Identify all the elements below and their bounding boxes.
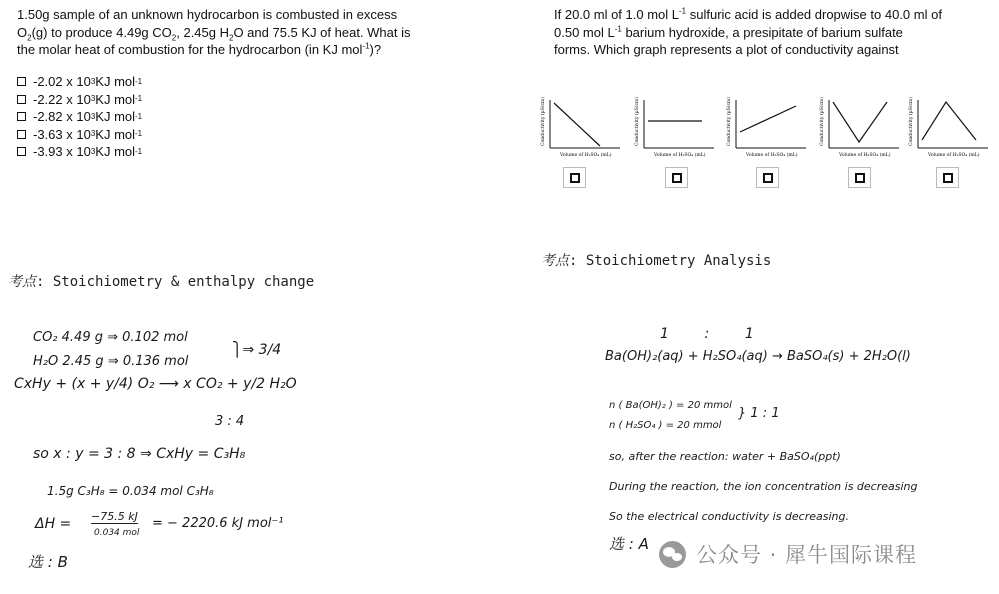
- checkbox-icon: [672, 173, 682, 183]
- notes-1-moles: 1.5g C₃H₈ = 0.034 mol C₃H₈: [47, 484, 214, 498]
- checkbox-icon[interactable]: [17, 112, 26, 121]
- graph-4-ylabel: Conductivity (μS/cm): [820, 96, 825, 146]
- notes-1-ratio: ⎫⇒ 3/4: [232, 342, 282, 358]
- notes-2-n-ratio: } 1 : 1: [738, 406, 780, 421]
- graph-3-ylabel: Conductivity (μS/cm): [727, 96, 732, 146]
- q1-line-3: the molar heat of combustion for the hydrocarbon (in KJ mol$^{-1}$)?: [17, 41, 382, 57]
- graph-1-checkbox[interactable]: [563, 167, 586, 188]
- graph-option-4: [817, 96, 901, 162]
- notes-1-dh-label: ΔH =: [35, 516, 72, 532]
- notes-1-dh-denominator: 0.034 mol: [94, 528, 140, 538]
- q2-line-1: If 20.0 ml of 1.0 mol $L^{-1}$ sulfuric acid is added dropwise to 40.0 ml of: [554, 6, 942, 22]
- notes-1-equation: CxHy + (x + y/4) O₂ ⟶ x CO₂ + y/2 H₂O: [14, 376, 297, 392]
- notes-2-answer: 选 : A: [609, 535, 649, 553]
- graph-3-xlabel: Volume of H₂SO₄ (mL): [746, 153, 798, 158]
- question-2-text: [554, 6, 984, 59]
- notes-1-line-1: CO₂ 4.49 g ⇒ 0.102 mol: [33, 330, 188, 345]
- checkbox-icon: [763, 173, 773, 183]
- checkbox-icon[interactable]: [17, 130, 26, 139]
- graph-1-xlabel: Volume of H₂SO₄ (mL): [560, 153, 612, 158]
- q1-line-1: 1.50g sample of an unknown hydrocarbon is combusted in excess: [17, 7, 398, 22]
- notes-2-label: 考点: Stoichiometry Analysis: [541, 253, 772, 269]
- checkbox-icon: [855, 173, 865, 183]
- notes-1-dh-result: = − 2220.6 kJ mol⁻¹: [152, 516, 284, 531]
- graph-2-ylabel: Conductivity (μS/cm): [635, 96, 640, 146]
- question-1-text: [17, 6, 457, 59]
- graph-option-3: [724, 96, 808, 162]
- graph-5-xlabel: Volume of H₂SO₄ (mL): [928, 153, 980, 158]
- notes-2-ratio: 1 : 1: [660, 326, 754, 342]
- q1-option-b[interactable]: -2.22 x 10 3 KJ mol -1: [17, 91, 142, 109]
- checkbox-icon: [943, 173, 953, 183]
- q1-option-a[interactable]: -2.02 x 10 3 KJ mol -1: [17, 73, 142, 91]
- notes-2-n-baoh2: n ( Ba(OH)₂ ) = 20 mmol: [609, 400, 732, 411]
- notes-2-statement-2: During the reaction, the ion concentration is decreasing: [609, 480, 918, 493]
- graph-5-ylabel: Conductivity (μS/cm): [909, 96, 914, 146]
- graph-2-checkbox[interactable]: [665, 167, 688, 188]
- q1-option-e[interactable]: -3.93 x 10 3 KJ mol -1: [17, 143, 142, 161]
- graph-4-xlabel: Volume of H₂SO₄ (mL): [839, 153, 891, 158]
- notes-1-mole-ratio: 3 : 4: [215, 414, 245, 429]
- q1-option-c[interactable]: -2.82 x 10 3 KJ mol -1: [17, 108, 142, 126]
- wechat-icon: [659, 541, 686, 568]
- checkbox-icon: [570, 173, 580, 183]
- checkbox-icon[interactable]: [17, 147, 26, 156]
- watermark: [659, 536, 917, 572]
- graph-4-checkbox[interactable]: [848, 167, 871, 188]
- checkbox-icon[interactable]: [17, 77, 26, 86]
- notes-2-statement-1: so, after the reaction: water + BaSO₄(ppt): [609, 450, 841, 463]
- checkbox-icon[interactable]: [17, 95, 26, 104]
- notes-1-dh-numerator: −75.5 kJ: [91, 510, 138, 523]
- graph-2-xlabel: Volume of H₂SO₄ (mL): [654, 153, 706, 158]
- notes-2-equation: Ba(OH)₂(aq) + H₂SO₄(aq) → BaSO₄(s) + 2H₂O(l): [605, 349, 911, 364]
- q1-line-2: $O_2(g)$ to produce 4.49g $CO_2$, 2.45g $H_2O$ and 75.5 KJ of heat. What is: [17, 24, 411, 43]
- notes-2-statement-3: So the electrical conductivity is decreasing.: [609, 510, 849, 523]
- notes-1-formula: so x : y = 3 : 8 ⇒ CxHy = C₃H₈: [33, 446, 246, 462]
- q1-option-d[interactable]: -3.63 x 10 3 KJ mol -1: [17, 126, 142, 144]
- graph-3-checkbox[interactable]: [756, 167, 779, 188]
- watermark-text: 公众号 · 犀牛国际课程: [696, 543, 918, 567]
- graph-option-5: [906, 96, 990, 162]
- notes-1-label: 考点: Stoichiometry & enthalpy change: [8, 274, 315, 290]
- q2-line-3: forms. Which graph represents a plot of conductivity against: [554, 42, 899, 57]
- graph-1-ylabel: Conductivity (μS/cm): [541, 96, 546, 146]
- graph-option-2: [632, 96, 716, 162]
- q1-options: [17, 73, 142, 161]
- notes-1-line-2: H₂O 2.45 g ⇒ 0.136 mol: [33, 354, 189, 369]
- graph-option-1: [538, 96, 622, 162]
- q2-line-2: 0.50 mol $L^{-1}$ barium hydroxide, a presipitate of barium sulfate: [554, 24, 903, 40]
- notes-2-n-h2so4: n ( H₂SO₄ ) = 20 mmol: [609, 420, 722, 431]
- graph-5-checkbox[interactable]: [936, 167, 959, 188]
- notes-1-answer: 选 : B: [28, 553, 68, 571]
